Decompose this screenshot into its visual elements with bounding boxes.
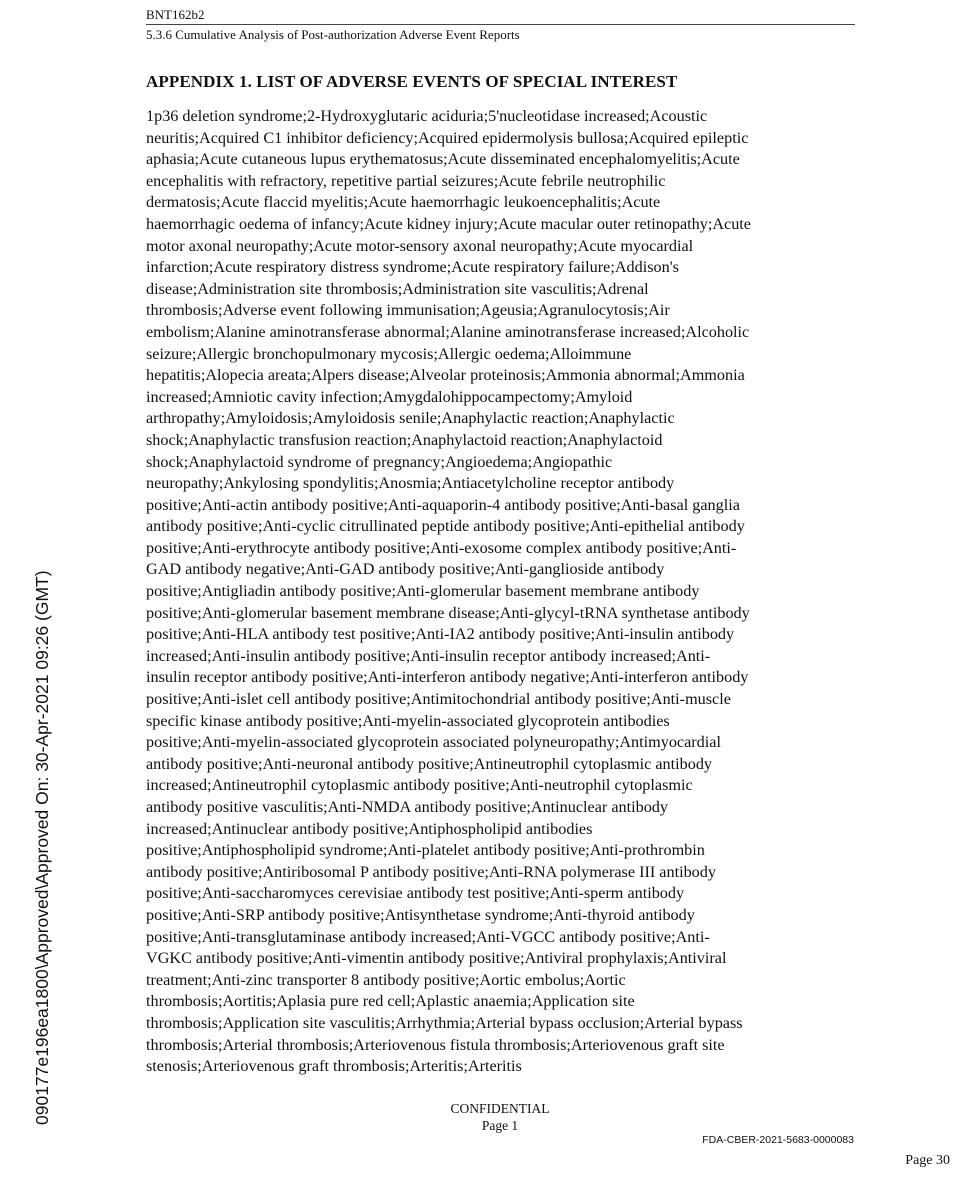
text-line: infarction;Acute respiratory distress syndrome;Acute respiratory failure;Addison's [146, 258, 679, 277]
text-line: positive;Anti-islet cell antibody positive;Antimitochondrial antibody positive;Anti-muscle [146, 690, 731, 709]
text-line: thrombosis;Arterial thrombosis;Arteriovenous fistula thrombosis;Arteriovenous graft site [146, 1035, 725, 1054]
text-line: thrombosis;Adverse event following immunisation;Ageusia;Agranulocytosis;Air [146, 301, 670, 320]
text-line: 1p36 deletion syndrome;2-Hydroxyglutaric aciduria;5'nucleotidase increased;Acoustic [146, 107, 708, 125]
text-line: positive;Anti-glomerular basement membrane disease;Anti-glycyl-tRNA synthetase antibody [146, 603, 750, 622]
page-number: Page 1 [481, 1118, 519, 1133]
text-line: antibody positive vasculitis;Anti-NMDA antibody positive;Antinuclear antibody [146, 798, 668, 816]
text-line: positive;Anti-transglutaminase antibody increased;Anti-VGCC antibody positive;Anti- [146, 927, 710, 946]
page-label: Page 30 [905, 1153, 950, 1168]
text-line: encephalitis with refractory, repetitive partial seizures;Acute febrile neutrophilic [146, 171, 666, 190]
text-line: positive;Antiphospholipid syndrome;Anti-platelet antibody positive;Anti-prothrombin [146, 841, 705, 860]
text-line: positive;Anti-HLA antibody test positive;Anti-IA2 antibody positive;Anti-insulin antibody [146, 625, 735, 644]
text-line: positive;Anti-erythrocyte antibody positive;Anti-exosome complex antibody positive;Anti- [146, 538, 737, 557]
text-line: thrombosis;Aortitis;Aplasia pure red cell;Aplastic anaemia;Application site [146, 992, 635, 1011]
document-id: FDA-CBER-2021-5683-0000083 [702, 1134, 854, 1146]
approval-stamp: 090177e196ea1800\Approved\Approved On: 30-Apr-2021 09:26 (GMT) [32, 570, 52, 1125]
text-line: disease;Administration site thrombosis;Administration site vasculitis;Adrenal [146, 279, 649, 298]
text-line: positive;Antigliadin antibody positive;Anti-glomerular basement membrane antibody [146, 582, 700, 601]
text-line: neuritis;Acquired C1 inhibitor deficiency;Acquired epidermolysis bullosa;Acquired epileptic [146, 128, 749, 147]
text-line: positive;Anti-saccharomyces cerevisiae antibody test positive;Anti-sperm antibody [146, 884, 685, 903]
section-heading: 5.3.6 Cumulative Analysis of Post-authorization Adverse Event Reports [146, 27, 520, 42]
adverse-events-list [146, 106, 856, 1078]
text-line: increased;Anti-insulin antibody positive;Anti-insulin receptor antibody increased;Anti- [146, 646, 711, 665]
text-line: seizure;Allergic bronchopulmonary mycosis;Allergic oedema;Alloimmune [146, 344, 632, 363]
text-line: thrombosis;Application site vasculitis;Arrhythmia;Arterial bypass occlusion;Arterial bypass [146, 1013, 743, 1032]
text-line: increased;Antinuclear antibody positive;Antiphospholipid antibodies [146, 819, 593, 838]
text-line: increased;Antineutrophil cytoplasmic antibody positive;Anti-neutrophil cytoplasmic [146, 776, 693, 795]
text-line: antibody positive;Anti-neuronal antibody positive;Antineutrophil cytoplasmic antibody [146, 754, 713, 773]
text-line: positive;Anti-actin antibody positive;Anti-aquaporin-4 antibody positive;Anti-basal ganglia [146, 495, 740, 514]
text-line: shock;Anaphylactoid syndrome of pregnancy;Angioedema;Angiopathic [146, 452, 613, 471]
appendix-title: APPENDIX 1. LIST OF ADVERSE EVENTS OF SPECIAL INTEREST [146, 72, 678, 91]
text-line: increased;Amniotic cavity infection;Amygdalohippocampectomy;Amyloid [146, 387, 633, 406]
text-line: treatment;Anti-zinc transporter 8 antibody positive;Aortic embolus;Aortic [146, 970, 626, 989]
text-line: aphasia;Acute cutaneous lupus erythematosus;Acute disseminated encephalomyelitis;Acute [146, 150, 740, 169]
running-header [146, 7, 855, 42]
text-line: positive;Anti-SRP antibody positive;Antisynthetase syndrome;Anti-thyroid antibody [146, 905, 695, 924]
text-line: motor axonal neuropathy;Acute motor-sensory axonal neuropathy;Acute myocardial [146, 236, 694, 255]
text-line: neuropathy;Ankylosing spondylitis;Anosmia;Antiacetylcholine receptor antibody [146, 474, 675, 493]
text-line: antibody positive;Antiribosomal P antibody positive;Anti-RNA polymerase III antibody [146, 862, 716, 881]
text-line: insulin receptor antibody positive;Anti-interferon antibody negative;Anti-interferon antibody [146, 668, 749, 687]
text-line: dermatosis;Acute flaccid myelitis;Acute haemorrhagic leukoencephalitis;Acute [146, 193, 661, 212]
text-line: haemorrhagic oedema of infancy;Acute kidney injury;Acute macular outer retinopathy;Acute [146, 214, 751, 233]
product-name: BNT162b2 [146, 7, 205, 22]
text-line: antibody positive;Anti-cyclic citrullinated peptide antibody positive;Anti-epithelial antibody [146, 517, 745, 536]
text-line: hepatitis;Alopecia areata;Alpers disease;Alveolar proteinosis;Ammonia abnormal;Ammonia [146, 366, 745, 385]
page-footer [420, 1100, 580, 1134]
text-line: specific kinase antibody positive;Anti-myelin-associated glycoprotein antibodies [146, 711, 670, 730]
confidential-label: CONFIDENTIAL [450, 1101, 550, 1116]
text-line: embolism;Alanine aminotransferase abnormal;Alanine aminotransferase increased;Alcoholic [146, 322, 750, 341]
text-line: GAD antibody negative;Anti-GAD antibody positive;Anti-ganglioside antibody [146, 560, 665, 579]
text-line: shock;Anaphylactic transfusion reaction;Anaphylactoid reaction;Anaphylactoid [146, 430, 663, 449]
text-line: positive;Anti-myelin-associated glycoprotein associated polyneuropathy;Antimyocardial [146, 733, 721, 752]
text-line: VGKC antibody positive;Anti-vimentin antibody positive;Antiviral prophylaxis;Antiviral [146, 949, 727, 968]
text-line: arthropathy;Amyloidosis;Amyloidosis senile;Anaphylactic reaction;Anaphylactic [146, 409, 675, 428]
text-line: stenosis;Arteriovenous graft thrombosis;Arteritis;Arteritis [146, 1057, 522, 1076]
